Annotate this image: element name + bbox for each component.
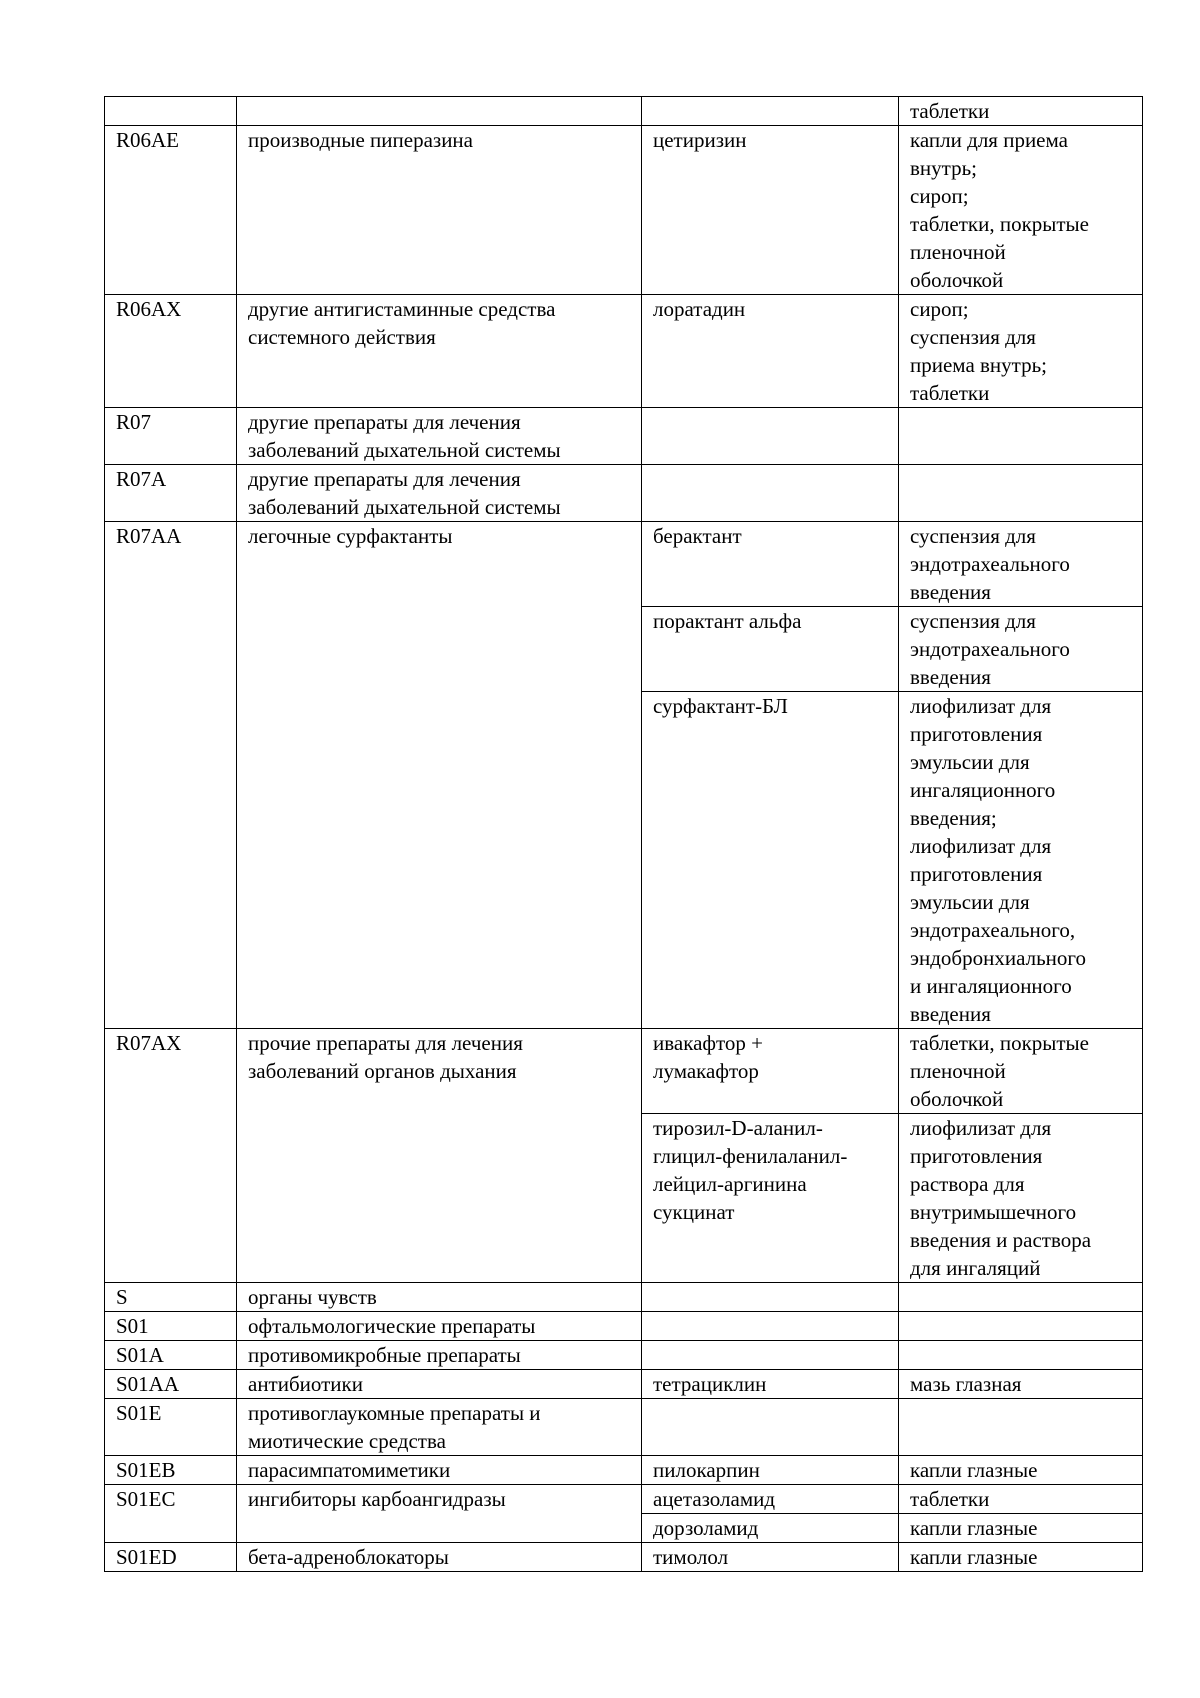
atc-code-cell: R06AE: [105, 126, 237, 295]
group-name-cell: органы чувств: [237, 1283, 642, 1312]
atc-code-cell: S01: [105, 1312, 237, 1341]
drug-name-cell: [642, 97, 899, 126]
table-row: [105, 1543, 1143, 1572]
drug-name-cell: цетиризин: [642, 126, 899, 295]
dosage-form-cell: капли глазные: [899, 1543, 1143, 1572]
atc-code-cell: R07AA: [105, 522, 237, 1029]
atc-code-cell: S01EB: [105, 1456, 237, 1485]
drug-classification-table: [104, 96, 1143, 1572]
group-name-cell: ингибиторы карбоангидразы: [237, 1485, 642, 1543]
group-name-cell: бета-адреноблокаторы: [237, 1543, 642, 1572]
drug-name-cell: берактант: [642, 522, 899, 607]
atc-code-cell: R07: [105, 408, 237, 465]
drug-name-cell: [642, 1341, 899, 1370]
table-row: [105, 1029, 1143, 1114]
dosage-form-cell: таблетки: [899, 1485, 1143, 1514]
dosage-form-cell: капли глазные: [899, 1514, 1143, 1543]
table-row: [105, 1485, 1143, 1514]
dosage-form-cell: лиофилизат для приготовления раствора для внутримышечного введения и раствора для ингаляций: [899, 1114, 1143, 1283]
drug-name-cell: порактант альфа: [642, 607, 899, 692]
drug-name-cell: ацетазоламид: [642, 1485, 899, 1514]
atc-code-cell: S01A: [105, 1341, 237, 1370]
dosage-form-cell: таблетки, покрытые пленочной оболочкой: [899, 1029, 1143, 1114]
dosage-form-cell: [899, 1312, 1143, 1341]
dosage-form-cell: [899, 408, 1143, 465]
atc-code-cell: R06AX: [105, 295, 237, 408]
dosage-form-cell: таблетки: [899, 97, 1143, 126]
dosage-form-cell: [899, 1283, 1143, 1312]
dosage-form-cell: мазь глазная: [899, 1370, 1143, 1399]
drug-name-cell: [642, 1283, 899, 1312]
atc-code-cell: [105, 97, 237, 126]
atc-code-cell: S: [105, 1283, 237, 1312]
drug-name-cell: [642, 1399, 899, 1456]
drug-name-cell: [642, 465, 899, 522]
atc-code-cell: S01E: [105, 1399, 237, 1456]
drug-name-cell: тимолол: [642, 1543, 899, 1572]
group-name-cell: противомикробные препараты: [237, 1341, 642, 1370]
table-row: [105, 408, 1143, 465]
dosage-form-cell: [899, 465, 1143, 522]
dosage-form-cell: [899, 1399, 1143, 1456]
dosage-form-cell: суспензия для эндотрахеального введения: [899, 522, 1143, 607]
drug-name-cell: дорзоламид: [642, 1514, 899, 1543]
dosage-form-cell: сироп; суспензия для приема внутрь; таблетки: [899, 295, 1143, 408]
atc-code-cell: R07A: [105, 465, 237, 522]
drug-name-cell: сурфактант-БЛ: [642, 692, 899, 1029]
atc-code-cell: S01EC: [105, 1485, 237, 1543]
table-row: [105, 1283, 1143, 1312]
dosage-form-cell: лиофилизат для приготовления эмульсии для ингаляционного введения; лиофилизат для приготовления эмульсии для эндотрахеального, эндобронхиального и ингаляционного введения: [899, 692, 1143, 1029]
drug-name-cell: тирозил-D-аланил- глицил-фенилаланил- лейцил-аргинина сукцинат: [642, 1114, 899, 1283]
table-row: [105, 1399, 1143, 1456]
group-name-cell: антибиотики: [237, 1370, 642, 1399]
group-name-cell: [237, 97, 642, 126]
drug-name-cell: лоратадин: [642, 295, 899, 408]
group-name-cell: другие препараты для лечения заболеваний дыхательной системы: [237, 465, 642, 522]
atc-code-cell: S01AA: [105, 1370, 237, 1399]
dosage-form-cell: капли для приема внутрь; сироп; таблетки, покрытые пленочной оболочкой: [899, 126, 1143, 295]
group-name-cell: офтальмологические препараты: [237, 1312, 642, 1341]
drug-name-cell: [642, 408, 899, 465]
table-row: [105, 1341, 1143, 1370]
group-name-cell: легочные сурфактанты: [237, 522, 642, 1029]
table-row: [105, 97, 1143, 126]
atc-code-cell: S01ED: [105, 1543, 237, 1572]
drug-name-cell: пилокарпин: [642, 1456, 899, 1485]
table-row: [105, 1312, 1143, 1341]
table-row: [105, 1370, 1143, 1399]
table-row: [105, 1456, 1143, 1485]
group-name-cell: другие препараты для лечения заболеваний дыхательной системы: [237, 408, 642, 465]
table-row: [105, 295, 1143, 408]
group-name-cell: противоглаукомные препараты и миотические средства: [237, 1399, 642, 1456]
dosage-form-cell: капли глазные: [899, 1456, 1143, 1485]
drug-name-cell: тетрациклин: [642, 1370, 899, 1399]
dosage-form-cell: суспензия для эндотрахеального введения: [899, 607, 1143, 692]
group-name-cell: другие антигистаминные средства системного действия: [237, 295, 642, 408]
drug-name-cell: ивакафтор + лумакафтор: [642, 1029, 899, 1114]
table-row: [105, 465, 1143, 522]
table-row: [105, 522, 1143, 607]
drug-name-cell: [642, 1312, 899, 1341]
group-name-cell: производные пиперазина: [237, 126, 642, 295]
dosage-form-cell: [899, 1341, 1143, 1370]
group-name-cell: прочие препараты для лечения заболеваний органов дыхания: [237, 1029, 642, 1283]
group-name-cell: парасимпатомиметики: [237, 1456, 642, 1485]
atc-code-cell: R07AX: [105, 1029, 237, 1283]
table-row: [105, 126, 1143, 295]
